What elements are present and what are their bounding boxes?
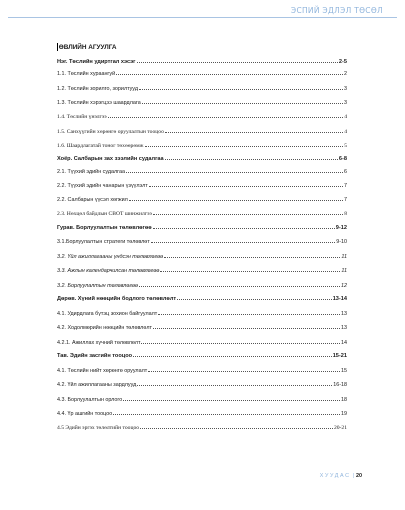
toc-leader-dots: [116, 70, 343, 75]
toc-entry-page: 7: [344, 183, 347, 189]
toc-entry[interactable]: [57, 267, 347, 274]
toc-entries: [57, 58, 347, 431]
toc-leader-dots: [129, 196, 343, 201]
toc-leader-dots: [164, 253, 340, 258]
toc-chapter-entry[interactable]: [57, 58, 347, 65]
toc-leader-dots: [148, 367, 340, 372]
table-of-contents: [57, 43, 347, 431]
toc-entry-page: 19: [341, 411, 347, 417]
toc-entry[interactable]: [57, 424, 347, 431]
toc-entry[interactable]: [57, 99, 347, 106]
toc-entry-label: Тав. Эдийн засгийн тооцоо: [57, 353, 133, 359]
toc-entry-page: 2-5: [338, 59, 347, 65]
toc-leader-dots: [137, 381, 332, 386]
toc-leader-dots: [177, 295, 332, 300]
toc-entry-label: 3.2. Үйл ажиллагааны үндсэн төлөвлөгөө: [57, 253, 164, 260]
footer-page-number: 20: [356, 473, 362, 479]
toc-leader-dots: [153, 210, 343, 215]
toc-entry-label: 4.2. Ходолмөрийн нөөцийн төлөвлөлт: [57, 325, 152, 331]
toc-entry-page: 8: [344, 211, 347, 217]
toc-leader-dots: [137, 58, 338, 63]
toc-entry-page: 3: [344, 100, 347, 106]
toc-entry-page: 4: [344, 114, 347, 120]
toc-entry-page: 3: [344, 85, 347, 92]
toc-entry[interactable]: [57, 238, 347, 245]
toc-leader-dots: [151, 238, 335, 243]
page-footer: [320, 473, 362, 479]
toc-entry-page: 18: [341, 396, 347, 403]
toc-leader-dots: [141, 339, 340, 344]
toc-entry[interactable]: [57, 113, 347, 120]
toc-entry-page: 7: [344, 197, 347, 203]
toc-entry[interactable]: [57, 367, 347, 374]
toc-entry[interactable]: [57, 210, 347, 217]
toc-chapter-entry[interactable]: [57, 224, 347, 231]
toc-leader-dots: [139, 85, 343, 90]
toc-leader-dots: [145, 142, 344, 147]
toc-leader-dots: [153, 224, 335, 229]
toc-leader-dots: [142, 99, 343, 104]
toc-entry-label: 2.2. Түүхий эдийн чанарын үзүүлэлт: [57, 183, 148, 189]
toc-chapter-entry[interactable]: [57, 295, 347, 302]
toc-leader-dots: [165, 155, 338, 160]
toc-entry-label: 1.5. Санхүүгийн хөрөнгө оруулалтын тооцоо: [57, 128, 164, 135]
toc-entry-label: 1.4. Төслийн үнэлгээ: [57, 114, 107, 120]
toc-entry-label: 1.3. Төслийн хэрэгцээ шаардлага: [57, 100, 141, 106]
toc-entry[interactable]: [57, 85, 347, 92]
toc-leader-dots: [123, 396, 340, 401]
toc-entry[interactable]: [57, 282, 347, 289]
toc-entry-page: 15: [341, 367, 347, 374]
toc-entry-label: 3.1.Борлуулалтын стратеги төлөвлөт: [57, 239, 150, 245]
toc-entry-page: 11: [341, 253, 347, 260]
toc-chapter-entry[interactable]: [57, 352, 347, 359]
toc-entry-page: 13: [341, 310, 347, 317]
toc-entry-label: 4.5 Эдийн эргэх төлөлтийн тооцоо: [57, 424, 140, 431]
toc-leader-dots: [139, 282, 340, 287]
toc-entry-page: 9-12: [335, 224, 347, 231]
toc-leader-dots: [113, 410, 340, 415]
toc-entry[interactable]: [57, 310, 347, 317]
toc-entry-label: Нэг. Төслийн удиртгал хэсэг: [57, 59, 136, 65]
toc-entry-page: 5: [344, 142, 347, 149]
toc-entry[interactable]: [57, 339, 347, 346]
toc-entry[interactable]: [57, 142, 347, 149]
toc-entry-label: 1.6. Шаардлагатай тоног төхөөрөмж: [57, 142, 144, 149]
toc-entry-page: 13-14: [332, 296, 347, 302]
toc-entry-page: 14: [341, 339, 347, 346]
toc-leader-dots: [149, 182, 343, 187]
toc-entry-label: 2.3. Нөхцөл байдлын СВОТ шинжилгээ: [57, 211, 152, 217]
toc-entry-label: 3.3. Ажлын календарчилсан төлөвлөгөө: [57, 268, 160, 274]
toc-entry-page: 11: [341, 268, 347, 274]
toc-entry[interactable]: [57, 324, 347, 331]
header-divider: [8, 17, 397, 18]
toc-entry-page: 20-21: [333, 424, 347, 431]
toc-entry-label: Дөрөв. Хүний нөөцийн бодлого төлөвлөлт: [57, 296, 177, 302]
toc-entry-label: 3.2. Борлуулалтын төлөвлөгөө: [57, 282, 138, 289]
toc-entry-label: 4.1. Удирдлага бүтэц зохион байгуулалт: [57, 310, 158, 317]
toc-entry-page: 16-18: [333, 382, 347, 388]
toc-entry-page: 12: [341, 282, 347, 289]
toc-entry-label: 4.3. Борлуулалтын орлого: [57, 396, 123, 403]
toc-entry[interactable]: [57, 70, 347, 77]
toc-entry-page: 6: [344, 168, 347, 175]
toc-heading: [57, 43, 347, 51]
toc-entry[interactable]: [57, 168, 347, 175]
toc-entry-label: 4.4. Үр ашгийн тооцоо: [57, 411, 113, 417]
document-header-title: ЭСПИЙ ЭДЛЭЛ ТӨСӨЛ: [290, 6, 383, 15]
toc-entry-page: 6-8: [338, 155, 347, 162]
toc-entry-page: 9-10: [336, 239, 347, 245]
toc-entry-label: 4.2. Үйл ажиллагааны зардлууд: [57, 382, 137, 388]
toc-entry-page: 15-21: [332, 353, 347, 359]
toc-entry[interactable]: [57, 196, 347, 203]
toc-entry-page: 4: [344, 128, 347, 135]
toc-entry-page: 13: [341, 325, 347, 331]
toc-entry-label: 1.2. Төслийн зорилго, зорилтууд: [57, 85, 138, 92]
footer-separator: |: [352, 473, 354, 479]
toc-leader-dots: [126, 168, 343, 173]
toc-leader-dots: [140, 424, 333, 429]
toc-entry[interactable]: [57, 396, 347, 403]
toc-entry[interactable]: [57, 410, 347, 417]
toc-entry-label: Гурав. Борлуулалтын төлөвлөгөө: [57, 224, 152, 231]
toc-entry-page: 2: [344, 71, 347, 77]
toc-entry-label: 1.1. Төслийн хураангуй: [57, 71, 116, 77]
toc-entry-label: Хоёр. Салбарын зах зээлийн судалгаа: [57, 155, 164, 162]
text-cursor: [57, 43, 58, 51]
toc-entry-label: 4.2.1. Ажиллах хүчний төлөвлөлт: [57, 339, 141, 346]
toc-entry-label: 4.1. Төслийн нийт хөрөнгө оруулалт: [57, 367, 148, 374]
toc-entry[interactable]: [57, 128, 347, 135]
toc-entry[interactable]: [57, 381, 347, 388]
toc-leader-dots: [160, 267, 340, 272]
toc-chapter-entry[interactable]: [57, 155, 347, 162]
toc-leader-dots: [153, 324, 340, 329]
toc-entry[interactable]: [57, 182, 347, 189]
toc-leader-dots: [133, 352, 332, 357]
footer-page-word: ХУУДАС: [319, 473, 351, 479]
toc-entry[interactable]: [57, 253, 347, 260]
toc-leader-dots: [165, 128, 343, 133]
toc-heading-text: ӨВЛИЙН АГУУЛГА: [58, 43, 117, 51]
toc-entry-label: 2.1. Түүхий эдийн судалгаа: [57, 168, 126, 175]
toc-leader-dots: [158, 310, 340, 315]
toc-entry-label: 2.2. Салбарын үүсэл хөгжил: [57, 197, 128, 203]
toc-leader-dots: [108, 113, 344, 118]
